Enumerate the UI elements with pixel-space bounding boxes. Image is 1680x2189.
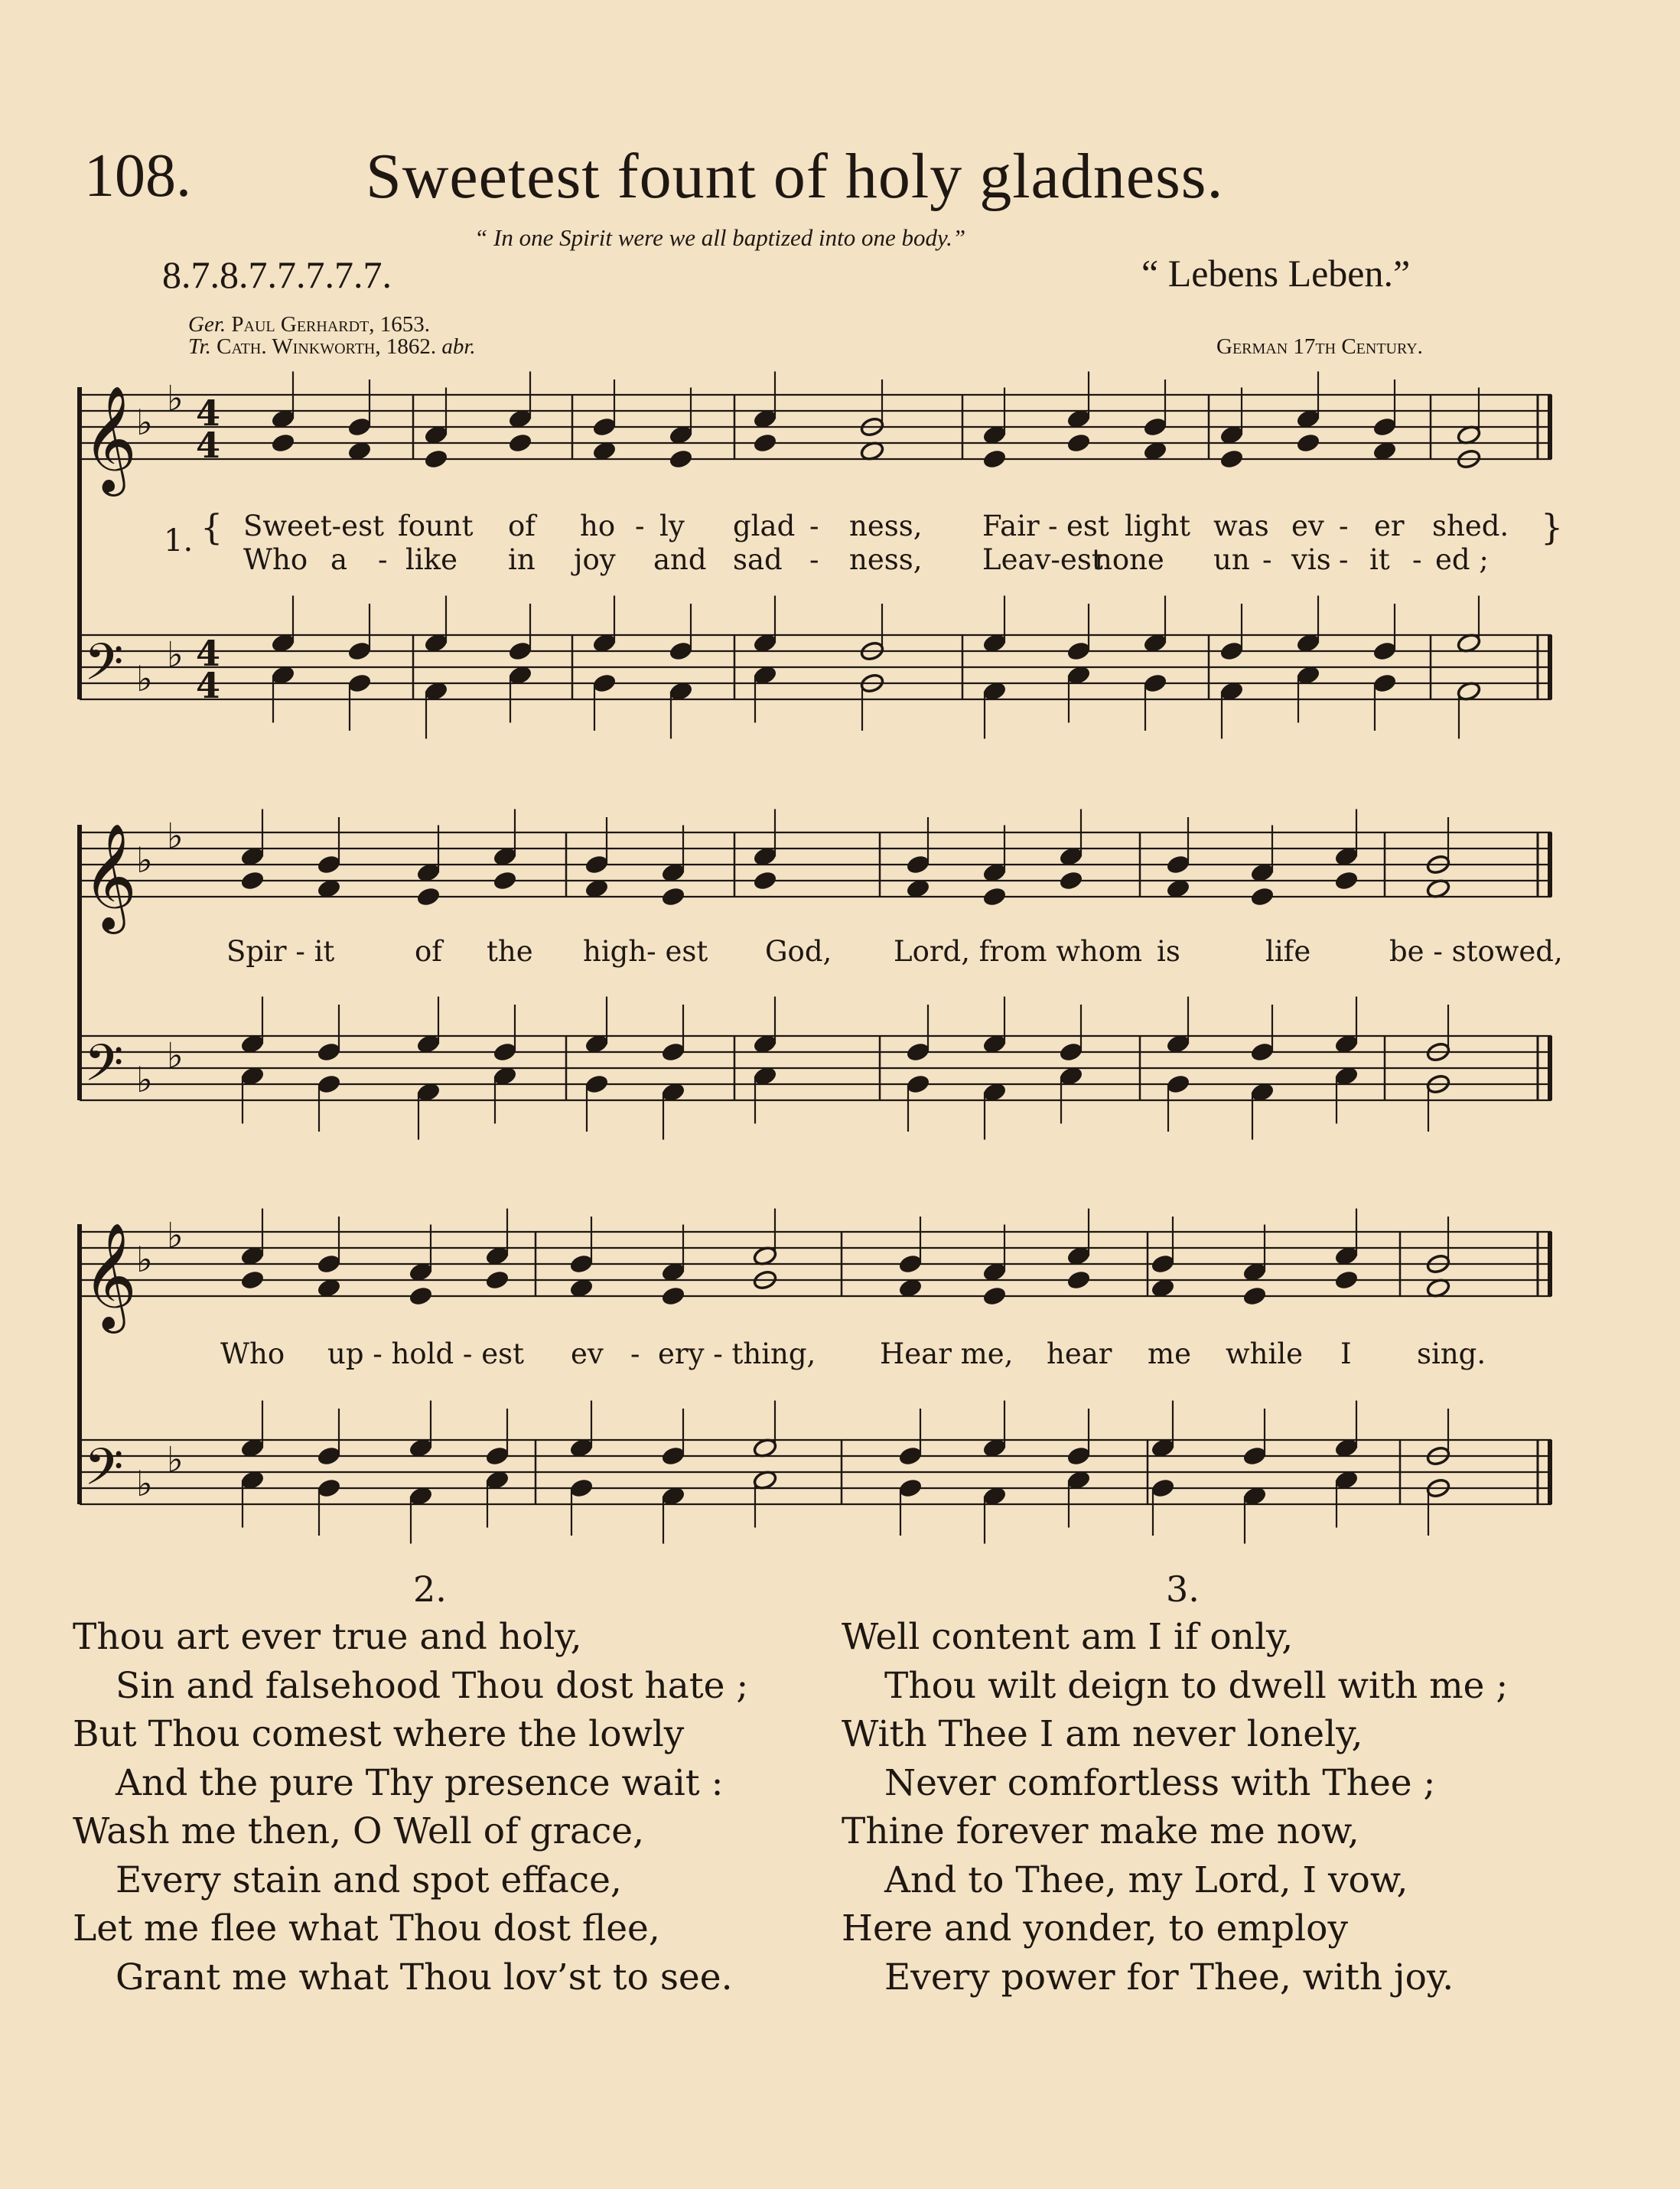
lyric-syllable: none bbox=[1094, 543, 1164, 576]
quarter-note bbox=[660, 886, 685, 907]
verse-line: With Thee I am never lonely, bbox=[842, 1713, 1363, 1755]
lyric-syllable: while bbox=[1226, 1337, 1304, 1370]
verse-line: Thou wilt deign to dwell with me ; bbox=[884, 1664, 1509, 1707]
lyric-syllable: Sweet-est bbox=[243, 510, 384, 542]
quarter-note bbox=[347, 416, 372, 438]
lyric-syllable: - bbox=[1262, 543, 1272, 576]
quarter-note bbox=[668, 640, 693, 662]
translator-prefix: Tr. bbox=[188, 334, 211, 359]
lyric-syllable: hear bbox=[1047, 1337, 1112, 1370]
quarter-note bbox=[507, 432, 532, 454]
quarter-note bbox=[584, 1073, 609, 1095]
lyric-syllable: - bbox=[1339, 543, 1349, 576]
flat-sign: ♭ bbox=[167, 1034, 184, 1077]
quarter-note bbox=[1066, 1445, 1091, 1467]
quarter-note bbox=[1058, 1041, 1083, 1063]
quarter-note bbox=[1372, 673, 1397, 694]
quarter-note bbox=[423, 448, 448, 470]
verse-line: Here and yonder, to employ bbox=[842, 1907, 1349, 1950]
composer-credit: German 17th Century. bbox=[1216, 334, 1423, 359]
flat-sign: ♭ bbox=[136, 1239, 153, 1280]
lyric-syllable: ho bbox=[580, 510, 616, 542]
flat-sign: ♭ bbox=[136, 1463, 153, 1504]
treble-clef: 𝄞 bbox=[83, 1223, 137, 1329]
bass-clef: 𝄢 bbox=[84, 633, 124, 704]
hymn-title: Sweetest fount of holy gladness. bbox=[366, 141, 1224, 212]
time-signature-top: 4 bbox=[196, 633, 221, 674]
verse-line: Thou art ever true and holy, bbox=[73, 1616, 582, 1658]
quarter-note bbox=[668, 448, 693, 470]
lyric-syllable: Leav-est bbox=[982, 543, 1103, 576]
flat-sign: ♭ bbox=[136, 1059, 153, 1100]
quarter-note bbox=[1142, 673, 1167, 694]
quarter-note bbox=[1058, 870, 1083, 891]
quarter-note bbox=[1150, 1253, 1175, 1275]
lyric-syllable: like bbox=[405, 543, 457, 576]
lyric-syllable: un bbox=[1213, 543, 1250, 576]
hymn-number: 108. bbox=[84, 142, 191, 210]
translator-name: Cath. Winkworth, 1862. bbox=[217, 334, 437, 359]
stanza-number: 1. bbox=[164, 523, 194, 559]
quarter-note bbox=[905, 1041, 930, 1063]
lyric-syllable: er bbox=[1374, 510, 1405, 542]
quarter-note bbox=[239, 1269, 265, 1291]
lyric-syllable: the bbox=[487, 935, 533, 968]
quarter-note bbox=[584, 854, 609, 875]
author-name: Paul Gerhardt, 1653. bbox=[231, 312, 431, 337]
quarter-note bbox=[316, 1253, 341, 1275]
lyric-syllable: up - hold - est bbox=[327, 1337, 524, 1370]
quarter-note bbox=[347, 640, 372, 662]
verse-line: But Thou comest where the lowly bbox=[73, 1713, 685, 1755]
flat-sign: ♭ bbox=[136, 658, 153, 699]
lyric-syllable: - bbox=[1412, 543, 1422, 576]
tune-name: “ Lebens Leben.” bbox=[1141, 252, 1411, 295]
quarter-note bbox=[897, 1445, 923, 1467]
flat-sign: ♭ bbox=[167, 634, 184, 676]
bass-clef: 𝄢 bbox=[84, 1034, 124, 1105]
quarter-note bbox=[897, 1253, 923, 1275]
quarter-note bbox=[660, 1445, 685, 1467]
lyric-syllable: it bbox=[1369, 543, 1390, 576]
flat-sign: ♭ bbox=[167, 815, 184, 857]
lyric-syllable: fount bbox=[398, 510, 474, 542]
lyric-syllable: sad bbox=[733, 543, 783, 576]
quarter-note bbox=[1165, 1073, 1190, 1095]
lyric-syllable: Who bbox=[220, 1337, 285, 1370]
quarter-note bbox=[905, 1073, 930, 1095]
lyric-syllable: ev bbox=[1291, 510, 1324, 542]
treble-clef: 𝄞 bbox=[83, 823, 137, 930]
verse-line: Let me flee what Thou dost flee, bbox=[73, 1907, 660, 1950]
quarter-note bbox=[905, 854, 930, 875]
lyric-syllable: ery - thing, bbox=[658, 1337, 816, 1370]
lyric-syllable: be - stowed, bbox=[1389, 935, 1563, 968]
verse-line: Thine forever make me now, bbox=[842, 1810, 1359, 1852]
quarter-note bbox=[1372, 416, 1397, 438]
verse-line: And the pure Thy presence wait : bbox=[116, 1761, 724, 1804]
quarter-note bbox=[492, 1041, 517, 1063]
lyric-syllable: ness, bbox=[849, 543, 923, 576]
lyric-syllable: is bbox=[1157, 935, 1180, 968]
quarter-note bbox=[1242, 1285, 1267, 1307]
quarter-note bbox=[1295, 432, 1320, 454]
quarter-note bbox=[982, 448, 1007, 470]
quarter-note bbox=[492, 870, 517, 891]
quarter-note bbox=[1066, 432, 1091, 454]
lyric-syllable: God, bbox=[765, 935, 832, 968]
verse-3 bbox=[842, 1613, 1508, 2002]
quarter-note bbox=[347, 673, 372, 694]
quarter-note bbox=[484, 1269, 510, 1291]
lyric-syllable: in bbox=[508, 543, 536, 576]
quarter-note bbox=[1150, 1477, 1175, 1499]
bass-clef: 𝄢 bbox=[84, 1438, 124, 1509]
quarter-note bbox=[415, 886, 441, 907]
flat-sign: ♭ bbox=[136, 839, 153, 881]
quarter-note bbox=[1165, 854, 1190, 875]
quarter-note bbox=[1249, 886, 1275, 907]
quarter-note bbox=[316, 854, 341, 875]
lyric-syllable: of bbox=[508, 510, 536, 542]
verse-line: Every power for Thee, with joy. bbox=[884, 1956, 1454, 1998]
lyric-syllable: - bbox=[630, 1337, 640, 1370]
verse-line: Well content am I if only, bbox=[842, 1616, 1294, 1658]
lyric-syllable: was bbox=[1213, 510, 1269, 542]
lyric-syllable: ed ; bbox=[1435, 543, 1489, 576]
quarter-note bbox=[1249, 1041, 1275, 1063]
lyric-syllable: sing. bbox=[1417, 1337, 1486, 1370]
lyric-syllable: Fair bbox=[982, 510, 1040, 542]
lyric-syllable: me bbox=[1148, 1337, 1191, 1370]
lyric-syllable: Spir - it bbox=[226, 935, 335, 968]
lyric-syllable: ly bbox=[659, 510, 685, 542]
quarter-note bbox=[897, 1477, 923, 1499]
meter: 8.7.8.7.7.7.7.7. bbox=[162, 253, 392, 296]
quarter-note bbox=[982, 886, 1007, 907]
lyric-syllable: vis bbox=[1291, 543, 1331, 576]
quarter-note bbox=[316, 1477, 341, 1499]
verse-3-number: 3. bbox=[1166, 1568, 1200, 1610]
flat-sign: ♭ bbox=[136, 402, 153, 443]
lyric-syllable: - bbox=[1339, 510, 1349, 542]
verse-2 bbox=[73, 1613, 748, 2002]
quarter-note bbox=[239, 870, 265, 891]
quarter-note bbox=[660, 1041, 685, 1063]
quarter-note bbox=[1142, 416, 1167, 438]
brace-right: } bbox=[1541, 507, 1564, 548]
quarter-note bbox=[1333, 1269, 1359, 1291]
quarter-note bbox=[1372, 640, 1397, 662]
quarter-note bbox=[591, 416, 617, 438]
lyric-syllable: ness, bbox=[849, 510, 923, 542]
verse-line: Every stain and spot efface, bbox=[116, 1858, 622, 1901]
verse-2-number: 2. bbox=[413, 1568, 447, 1610]
flat-sign: ♭ bbox=[167, 1214, 184, 1256]
verse-line: Grant me what Thou lov’st to see. bbox=[116, 1956, 733, 1998]
quarter-note bbox=[568, 1253, 594, 1275]
quarter-note bbox=[982, 1285, 1007, 1307]
quarter-note bbox=[270, 432, 295, 454]
quarter-note bbox=[316, 1073, 341, 1095]
treble-clef: 𝄞 bbox=[83, 386, 137, 492]
quarter-note bbox=[660, 1285, 685, 1307]
lyric-syllable: of bbox=[415, 935, 442, 968]
lyric-syllable: and bbox=[653, 543, 707, 576]
lyric-syllable: life bbox=[1265, 935, 1311, 968]
lyric-syllable: Hear me, bbox=[880, 1337, 1014, 1370]
flat-sign: ♭ bbox=[167, 377, 184, 419]
lyric-syllable: - bbox=[809, 510, 819, 542]
verse-line: Never comfortless with Thee ; bbox=[884, 1761, 1436, 1804]
quarter-note bbox=[1333, 870, 1359, 891]
lyric-syllable: a bbox=[330, 543, 348, 576]
lyric-syllable: glad bbox=[733, 510, 796, 542]
quarter-note bbox=[1219, 448, 1244, 470]
lyric-syllable: Lord, from whom bbox=[894, 935, 1143, 968]
lyric-syllable: joy bbox=[574, 543, 616, 576]
lyric-syllable: - bbox=[1048, 510, 1058, 542]
lyric-syllable: ev bbox=[571, 1337, 604, 1370]
translator-note: abr. bbox=[441, 334, 476, 359]
lyric-syllable: - bbox=[809, 543, 819, 576]
time-signature-bottom: 4 bbox=[196, 425, 221, 466]
quarter-note bbox=[568, 1477, 594, 1499]
quarter-note bbox=[316, 1041, 341, 1063]
quarter-note bbox=[316, 1445, 341, 1467]
quarter-note bbox=[752, 432, 777, 454]
flat-sign: ♭ bbox=[167, 1438, 184, 1481]
quarter-note bbox=[1066, 640, 1091, 662]
verse-line: And to Thee, my Lord, I vow, bbox=[884, 1858, 1408, 1901]
lyric-syllable: - bbox=[635, 510, 645, 542]
brace-left: { bbox=[200, 507, 223, 548]
lyric-syllable: - bbox=[378, 543, 388, 576]
lyric-syllable: light bbox=[1125, 510, 1191, 542]
quarter-note bbox=[484, 1445, 510, 1467]
quarter-note bbox=[408, 1285, 433, 1307]
lyric-syllable: est bbox=[1066, 510, 1109, 542]
quarter-note bbox=[1066, 1269, 1091, 1291]
lyric-syllable: high- est bbox=[583, 935, 708, 968]
quarter-note bbox=[591, 673, 617, 694]
quarter-note bbox=[1242, 1445, 1267, 1467]
epigraph: “ In one Spirit were we all baptized into one body.” bbox=[474, 224, 966, 251]
quarter-note bbox=[507, 640, 532, 662]
quarter-note bbox=[752, 870, 777, 891]
verse-line: Sin and falsehood Thou dost hate ; bbox=[116, 1664, 749, 1707]
time-signature-top: 4 bbox=[196, 393, 221, 434]
lyric-syllable: shed. bbox=[1432, 510, 1509, 542]
time-signature-bottom: 4 bbox=[196, 665, 221, 706]
verse-line: Wash me then, O Well of grace, bbox=[73, 1810, 645, 1852]
lyric-syllable: Who bbox=[243, 543, 308, 576]
quarter-note bbox=[1219, 640, 1244, 662]
lyric-syllable: I bbox=[1340, 1337, 1352, 1370]
author-prefix: Ger. bbox=[188, 312, 226, 337]
